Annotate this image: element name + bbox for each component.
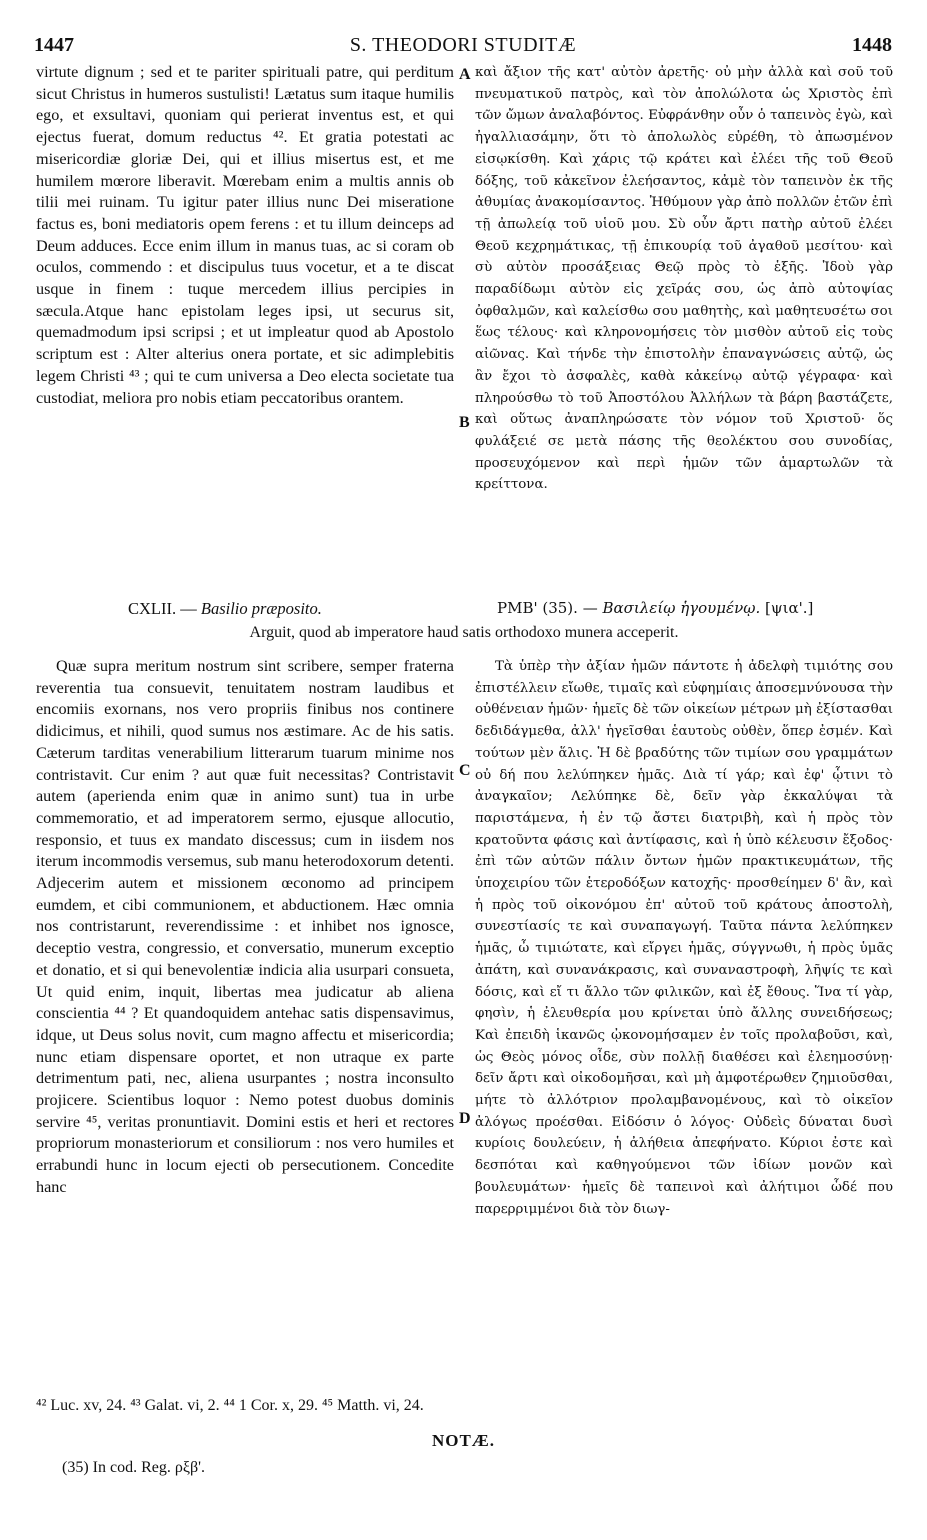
running-title: S. THEODORI STUDITÆ bbox=[349, 34, 577, 56]
page-number-right: 1448 bbox=[852, 34, 892, 56]
latin-letter-addressee: Basilio præposito. bbox=[200, 599, 322, 618]
greek-letter-title bbox=[497, 599, 813, 617]
running-header bbox=[34, 34, 892, 58]
prev-letter-latin: virtute dignum ; sed et te pariter spirituali patre, qui perditum sicut Christus in humeros sustulisti! Lætatus sum itaque humilis ego, et exsultavi, quoniam qui perierat inventus est, et qui ejectus fuerat, domum reductus ⁴². Et gratia potestati ac misericordiæ gloriæ Dei, qui et illius misertus est, et me humilem mœrore liberavit. Mœrebam enim a multis annis ob tilii mei ruinam. Tu igitur pater illius nunc Dei miseratione factus es, boni mediatoris opem ferens : et tu illum deinceps ad Deum adduces. Ecce enim illum in manus tuas, ac si coram ob oculos, commendo : et discipulus tuus vocetur, et a te discat usque in finem : tuque mercedem illius percipies in sæcula.Atque hanc epistolam leges ipsi, ut securus sit, quemadmodum ipsi scripsi ; et ut impleatur quod ab Apostolo scriptum est : Alter alterius onera portate, et sic adimplebitis legem Christi ⁴³ ; qui te cum universa a Deo electa societate tua custodiat, meliora pro nobis etiam peccatoribus orantem. bbox=[36, 63, 454, 407]
footnotes: ⁴² Luc. xv, 24. ⁴³ Galat. vi, 2. ⁴⁴ 1 Cor. x, 29. ⁴⁵ Matth. vi, 24. bbox=[36, 1397, 424, 1414]
latin-letter-number: CXLII. — bbox=[128, 599, 197, 618]
letter-latin-text: Quæ supra meritum nostrum sint scribere, semper fraterna reverentia tua consuevit, tenuitatem nostram laudibus et encomiis exornans, nos vero propriis finibus nos continere didicimus, et nihili, quod sumus nos æstimare. Ac de his satis. Cæterum tarditas venerabilium litterarum tuarum minime nos contristavit. Cur enim ? aut quæ fuit necessitas? Contristavit autem (aperienda enim quæ in animo sunt) tua in urbe commemoratio, et ad imperatorem sermo, ejusque allocutio, responsio, et tuus ex mandato discessus; cum in iisdem nos iterum incommodis versemus, sub manu heterodoxorum detenti. Adjecerim autem et missionem œconomo ad principem eumdem, et cibi communionem, et abductionem. Hæc omnia nos contristarunt, reverendissime : et inhibet nos ignosce, deceptio vestra, congressio, et conversatio, munerum exceptio et donatio, et si qui benevolentiæ indicia alia usurpari consueta, Ut quid enim, inquit, libertas mea judicatur ab aliena conscientia ⁴⁴ ? Et quandoquidem antehac satis dispensavimus, idque, ut Deus solus novit, cum magno affectu et misericordia; nunc etiam dispensare oportet, et non utraque ex parte detrimentum pati, nec, aliena usurpantes ; nostra inconsulto projicere. Scientibus loquor : Nemo potest duobus dominis servire ⁴⁵, veritas pronuntiavit. Domini estis et heri et rectores propriorum monasteriorum et consiliorum : nos vero humiles et errabundi hunc in locum ejecti ob persecutionem. Concedite hanc bbox=[36, 657, 454, 1196]
note-35: (35) In cod. Reg. ρξβ'. bbox=[62, 1459, 205, 1476]
greek-letter-addressee: Βασιλείῳ ἡγουμένῳ. bbox=[602, 599, 761, 617]
margin-marker-d: D bbox=[459, 1110, 471, 1127]
prev-letter-greek: καὶ ἄξιον τῆς κατ' αὐτὸν ἀρετῆς· οὐ μὴν ἀλλὰ καὶ σοῦ τοῦ πνευματικοῦ πατρὸς, καὶ τὸν ἀπολώλοτα ὡς Χριστὸς ἐπὶ τῶν ὤμων ἀναλαβόντος. Εὐφράνθην οὖν ὁ ταπεινὸς ἐγὼ, καὶ ἠγαλλιασάμην, ὅτι τὸ ἀπολωλὸς εὑρέθη, τὸ ἀπωσμένον εἰσῳκίσθη. Καὶ χάρις τῷ κράτει καὶ ἐλέει τῆς τοῦ Θεοῦ δόξης, τοῦ κἀκεῖνον ἐλεήσαντος, κἀμὲ τὸν ταπεινὸν ἐκ τῆς ἀθυμίας ἀνακομίσαντος. Ἠθύμουν γὰρ ἀπὸ πολλῶν ἐτῶν ἐπὶ τῇ ἀπωλείᾳ τοῦ υἱοῦ μου. Σὺ οὖν ἄρτι πατὴρ αὐτοῦ ἐλέει Θεοῦ κεχρημάτικας, τῇ ἐπικουρίᾳ τοῦ ἀγαθοῦ μεσίτου· καὶ σὺ αὐτὸν προσάξειας Θεῷ πρὸς τὸ ἑξῆς. Ἰδοὺ γὰρ παραδίδωμι αὐτὸν εἰς χεῖράς σου, ὡς ἀπὸ αὐτοψίας ὀφθαλμῶν, καὶ καλείσθω σου μαθητὴς, καὶ μαθητευσέτω σοι ἕως τέλους· καὶ κληρονομήσεις τὸν μισθὸν αὐτοῦ εἰς τοὺς αἰῶνας. Καὶ τήνδε τὴν ἐπιστολὴν ἐπαναγνώσεις αὐτῷ, ὡς ἂν ἔχοι τὸ ἀσφαλὲς, καθὰ κἀκείνῳ αὐτῷ γέγραφα· καὶ πληρούσθω τὸ τοῦ Ἀποστόλου Ἀλλήλων τὰ βάρη βαστάζετε, καὶ οὕτως ἀναπληρώσατε τὸν νόμον τοῦ Χριστοῦ· ὅς φυλάξειέ σε μετὰ πάσης τῆς θεολέκτου σου συνοδίας, προσευχόμενον καὶ περὶ ἡμῶν τῶν ἁμαρτωλῶν τὰ κρείττονα. bbox=[475, 65, 893, 493]
latin-letter-title bbox=[128, 599, 322, 619]
letter-greek-text: Τὰ ὑπὲρ τὴν ἀξίαν ἡμῶν πάντοτε ἡ ἀδελφὴ τιμιότης σου ἐπιστέλλειν εἴωθε, τιμαῖς καὶ εὐφημίαις ἀποσεμνύνουσα τὴν οὐθένειαν ἡμῶν· ἡμεῖς δὲ τῶν οἰκείων μέτρων μὴ ἐξίστασθαι δεδιδάγμεθα, ἀλλ' ἡγεῖσθαι ἑαυτοὺς οὐθὲν, ὅπερ ἐσμέν. Καὶ τούτων μὲν ἅλις. Ἡ δὲ βραδύτης τῶν τιμίων σου γραμμάτων οὐ δή που λελύπηκεν ἡμᾶς. Διὰ τί γάρ; καὶ ἐφ' ᾧτινι τὸ ἀναγκαῖον; Λελύπηκε δὲ, δεῖν γὰρ ἐκκαλύψαι τὰ παριστάμενα, ἡ ἐν τῷ ἄστει διατριβὴ, καὶ ἡ πρὸς τὸν κρατοῦντα φάσις καὶ ἀντίφασις, καὶ ἡ ὑπὸ κέλευσιν ἔξοδος· ἐπὶ τῶν αὐτῶν πάλιν ὄντων ἡμῶν πρακτικευμάτων, τῆς ὑποχειρίου τῶν ἑτεροδόξων κατοχῆς· προσθείημεν δ' ἂν, καὶ ἡ πρὸς τοῦ οἰκονόμου ἐπ' αὐτοῦ τοῦ κράτους ἀποστολὴ, συνεστίασίς τε καὶ συναπαγωγή. Ταῦτα πάντα λελύπηκεν ἡμᾶς, ὦ τιμιώτατε, καὶ εἴργει ἡμᾶς, σύγγνωθι, ἡ πρὸς ὑμᾶς ἀπάτη, καὶ συνανάκρασις, καὶ συναναστροφὴ, λῆψίς τε καὶ δόσις, καὶ εἴ τι ἄλλο τῶν φιλικῶν, καὶ ἐξ ἔθους. Ἵνα τί γὰρ, φησὶν, ἡ ἐλευθερία μου κρίνεται ὑπὸ ἄλλης συνειδήσεως; Καὶ ἐπειδὴ ἱκανῶς ᾠκονομήσαμεν ἐν τοῖς προλαβοῦσι, καὶ, ὡς Θεὸς μόνος οἶδε, σὺν πολλῇ διαθέσει καὶ ἐλεημοσύνῃ· δεῖν ἄρτι καὶ οἰκοδομῆσαι, καὶ μὴ ἀμφοτέρωθεν ζημιοῦσθαι, μήτε τὸ ἀλλότριον προλαμβανομένους, καὶ τὸ οἰκεῖον ἀλόγως προέσθαι. Εἰδόσιν ὁ λόγος· Οὐδεὶς δύναται δυσὶ κυρίοις δουλεύειν, ἡ ἀλήθεια ἀπεφήνατο. Κύριοι ἐστε καὶ δεσπόται καὶ καθηγούμενοι τῶν ἰδίων μονῶν καὶ βουλευμάτων· ἡμεῖς δὲ ταπεινοὶ καὶ ἀλήτιμοι ὧδέ που παρερριμμένοι διὰ τὸν διωγ- bbox=[475, 659, 893, 1217]
greek-letter-number: ΡΜΒ' (35). — bbox=[497, 599, 598, 617]
page-number-left: 1447 bbox=[34, 34, 74, 56]
margin-marker-b: B bbox=[459, 414, 470, 431]
letter-argument: Arguit, quod ab imperatore haud satis orthodoxo munera acceperit. bbox=[249, 624, 679, 641]
margin-marker-a: A bbox=[459, 66, 471, 83]
greek-letter-ref: [ψια'.] bbox=[765, 599, 814, 617]
margin-marker-c: C bbox=[459, 762, 471, 779]
notae-heading: NOTÆ. bbox=[431, 1431, 496, 1450]
